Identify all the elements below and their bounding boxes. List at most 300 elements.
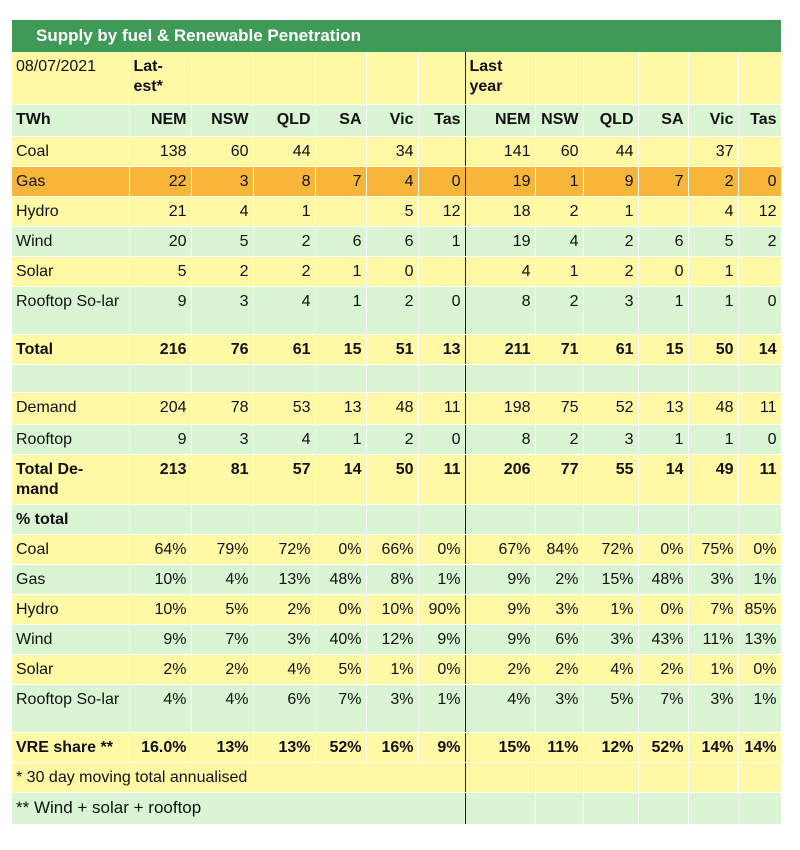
empty-cell (638, 792, 688, 824)
last-year-value: 3% (688, 684, 738, 732)
last-year-value: 9% (465, 594, 535, 624)
latest-value: 0% (315, 594, 366, 624)
empty-cell (535, 364, 583, 392)
last-year-label: Last year (465, 52, 535, 104)
last-year-value: 2 (738, 226, 781, 256)
empty-cell (535, 762, 583, 792)
last-year-value: 49 (688, 454, 738, 504)
latest-value: 72% (253, 534, 315, 564)
last-year-value: 0% (638, 534, 688, 564)
latest-value: 9% (129, 624, 191, 654)
row-label: Coal (12, 534, 129, 564)
empty-cell (315, 504, 366, 534)
latest-value: 16.0% (129, 732, 191, 762)
last-year-value: 2 (688, 166, 738, 196)
latest-value: 1 (315, 424, 366, 454)
row-label: Coal (12, 136, 129, 166)
latest-value: 7 (315, 166, 366, 196)
last-year-value: 50 (688, 334, 738, 364)
last-year-value: 48 (688, 392, 738, 424)
last-year-value: 75% (688, 534, 738, 564)
latest-value: 1 (253, 196, 315, 226)
last-year-value: 0% (738, 534, 781, 564)
row-label: Wind (12, 624, 129, 654)
latest-value: 216 (129, 334, 191, 364)
last-year-value (638, 136, 688, 166)
latest-value: 1 (315, 286, 366, 334)
latest-value: 4% (253, 654, 315, 684)
empty-cell (465, 762, 535, 792)
empty-cell (465, 792, 535, 824)
empty-cell (583, 792, 638, 824)
last-year-value: 18 (465, 196, 535, 226)
latest-value: 78 (191, 392, 253, 424)
empty-cell (465, 504, 535, 534)
empty-cell (738, 52, 781, 104)
latest-value: 90% (418, 594, 465, 624)
last-year-value: 7 (638, 166, 688, 196)
latest-value: 2 (253, 226, 315, 256)
last-year-value: 84% (535, 534, 583, 564)
latest-value: 3% (253, 624, 315, 654)
last-year-value: 12 (738, 196, 781, 226)
supply-table-container (12, 20, 781, 825)
latest-value: 51 (366, 334, 418, 364)
last-year-value: 13 (638, 392, 688, 424)
last-year-value: 12% (583, 732, 638, 762)
last-year-value: 2 (535, 196, 583, 226)
latest-value: 5 (129, 256, 191, 286)
supply-row (12, 226, 781, 256)
spacer-row (12, 364, 781, 392)
last-year-value: 1% (688, 654, 738, 684)
empty-cell (688, 504, 738, 534)
latest-value: 5 (191, 226, 253, 256)
last-year-value: 3% (535, 684, 583, 732)
last-year-value: 15% (465, 732, 535, 762)
empty-cell (638, 762, 688, 792)
pct-row (12, 624, 781, 654)
demand-row (12, 392, 781, 424)
total-row (12, 334, 781, 364)
column-header-row (12, 104, 781, 136)
last-year-value: 11 (738, 454, 781, 504)
last-year-value: 3% (583, 624, 638, 654)
empty-cell (688, 52, 738, 104)
latest-value: 1% (418, 684, 465, 732)
latest-value (315, 136, 366, 166)
latest-value: 12% (366, 624, 418, 654)
empty-cell (191, 504, 253, 534)
latest-value: 40% (315, 624, 366, 654)
last-year-value: 1 (688, 424, 738, 454)
row-label: Gas (12, 166, 129, 196)
last-year-value: 2% (465, 654, 535, 684)
last-year-value: 85% (738, 594, 781, 624)
column-header: Tas (418, 104, 465, 136)
last-year-value: 43% (638, 624, 688, 654)
empty-cell (638, 504, 688, 534)
last-year-value: 2 (583, 256, 638, 286)
latest-value: 48% (315, 564, 366, 594)
last-year-value: 75 (535, 392, 583, 424)
row-label: Total (12, 334, 129, 364)
vre-share-row (12, 732, 781, 762)
row-label: Hydro (12, 594, 129, 624)
latest-value: 3 (191, 286, 253, 334)
demand-row (12, 424, 781, 454)
latest-value (418, 256, 465, 286)
last-year-value: 3 (583, 286, 638, 334)
latest-value: 2% (191, 654, 253, 684)
empty-cell (583, 504, 638, 534)
last-year-value: 52 (583, 392, 638, 424)
last-year-value: 1% (738, 684, 781, 732)
empty-cell (366, 504, 418, 534)
empty-cell (12, 364, 129, 392)
latest-value: 1 (418, 226, 465, 256)
last-year-value: 14 (738, 334, 781, 364)
empty-cell (583, 364, 638, 392)
empty-cell (535, 504, 583, 534)
latest-value: 0% (418, 534, 465, 564)
column-header: SA (638, 104, 688, 136)
table-title: Supply by fuel & Renewable Penetration (12, 20, 781, 52)
latest-value: 12 (418, 196, 465, 226)
last-year-value: 3% (535, 594, 583, 624)
last-year-value: 77 (535, 454, 583, 504)
latest-value: 13% (253, 564, 315, 594)
latest-value: 4% (191, 684, 253, 732)
empty-cell (191, 52, 253, 104)
latest-value: 2% (129, 654, 191, 684)
latest-value: 3 (191, 424, 253, 454)
last-year-value: 1 (688, 256, 738, 286)
last-year-value: 2 (583, 226, 638, 256)
empty-cell (738, 792, 781, 824)
latest-value: 1% (418, 564, 465, 594)
column-header: NEM (465, 104, 535, 136)
row-label: Rooftop So-lar (12, 684, 129, 732)
empty-cell (738, 762, 781, 792)
latest-value: 10% (129, 594, 191, 624)
latest-value: 57 (253, 454, 315, 504)
latest-value: 9% (418, 624, 465, 654)
column-header: NSW (191, 104, 253, 136)
last-year-value: 198 (465, 392, 535, 424)
last-year-value: 9% (465, 564, 535, 594)
latest-value: 66% (366, 534, 418, 564)
latest-value: 13 (315, 392, 366, 424)
latest-value: 4% (129, 684, 191, 732)
row-label: Demand (12, 392, 129, 424)
latest-value: 10% (129, 564, 191, 594)
last-year-value: 4 (465, 256, 535, 286)
last-year-value: 60 (535, 136, 583, 166)
last-year-value: 44 (583, 136, 638, 166)
latest-value: 1% (366, 654, 418, 684)
last-year-value: 9 (583, 166, 638, 196)
last-year-value: 5% (583, 684, 638, 732)
latest-value: 8% (366, 564, 418, 594)
last-year-value: 55 (583, 454, 638, 504)
empty-cell (688, 762, 738, 792)
last-year-value: 2% (535, 654, 583, 684)
latest-value: 64% (129, 534, 191, 564)
last-year-value: 7% (688, 594, 738, 624)
last-year-value: 8 (465, 286, 535, 334)
supply-row (12, 166, 781, 196)
supply-row (12, 256, 781, 286)
latest-value: 61 (253, 334, 315, 364)
last-year-value: 15 (638, 334, 688, 364)
empty-cell (315, 52, 366, 104)
latest-value: 5% (191, 594, 253, 624)
latest-value: 20 (129, 226, 191, 256)
latest-value: 138 (129, 136, 191, 166)
latest-value: 48 (366, 392, 418, 424)
last-year-value: 19 (465, 226, 535, 256)
column-header: SA (315, 104, 366, 136)
last-year-value (638, 196, 688, 226)
last-year-value: 0% (738, 654, 781, 684)
latest-value: 44 (253, 136, 315, 166)
latest-value: 52% (315, 732, 366, 762)
last-year-value: 71 (535, 334, 583, 364)
footnote-row (12, 792, 781, 824)
latest-value: 2 (253, 256, 315, 286)
latest-value: 4 (253, 424, 315, 454)
latest-value: 0% (315, 534, 366, 564)
supply-row (12, 196, 781, 226)
empty-cell (129, 504, 191, 534)
latest-value: 4 (191, 196, 253, 226)
empty-cell (191, 364, 253, 392)
empty-cell (418, 364, 465, 392)
last-year-value: 19 (465, 166, 535, 196)
row-label: Hydro (12, 196, 129, 226)
last-year-value: 14 (638, 454, 688, 504)
row-label: Solar (12, 654, 129, 684)
latest-value: 3% (366, 684, 418, 732)
latest-value: 16% (366, 732, 418, 762)
last-year-value: 52% (638, 732, 688, 762)
last-year-value: 11% (688, 624, 738, 654)
row-label: Solar (12, 256, 129, 286)
pct-row (12, 684, 781, 732)
empty-cell (366, 364, 418, 392)
pct-row (12, 534, 781, 564)
last-year-value: 8 (465, 424, 535, 454)
column-header: QLD (583, 104, 638, 136)
latest-value: 7% (315, 684, 366, 732)
last-year-value: 11% (535, 732, 583, 762)
latest-value: 9 (129, 286, 191, 334)
latest-value: 0 (418, 286, 465, 334)
last-year-value: 9% (465, 624, 535, 654)
last-year-value: 13% (738, 624, 781, 654)
latest-value: 13% (253, 732, 315, 762)
last-year-value: 1 (535, 166, 583, 196)
footnote-row (12, 762, 781, 792)
latest-value: 22 (129, 166, 191, 196)
row-label: Total De-mand (12, 454, 129, 504)
last-year-value: 11 (738, 392, 781, 424)
latest-value: 3 (191, 166, 253, 196)
supply-table (12, 52, 782, 825)
latest-value (315, 196, 366, 226)
empty-cell (366, 52, 418, 104)
latest-value: 2 (366, 286, 418, 334)
last-year-value: 1% (738, 564, 781, 594)
last-year-value: 67% (465, 534, 535, 564)
latest-value: 2 (191, 256, 253, 286)
empty-cell (129, 364, 191, 392)
empty-cell (688, 364, 738, 392)
last-year-value: 4% (583, 654, 638, 684)
latest-value: 2% (253, 594, 315, 624)
latest-value: 0% (418, 654, 465, 684)
latest-value: 34 (366, 136, 418, 166)
column-header: Vic (366, 104, 418, 136)
empty-cell (638, 52, 688, 104)
footnote: ** Wind + solar + rooftop (12, 792, 465, 824)
date-label: 08/07/2021 (12, 52, 129, 104)
empty-cell (253, 504, 315, 534)
footnote: * 30 day moving total annualised (12, 762, 465, 792)
latest-value: 21 (129, 196, 191, 226)
latest-value: 5% (315, 654, 366, 684)
last-year-value: 1 (535, 256, 583, 286)
unit-label: TWh (12, 104, 129, 136)
total-demand-row (12, 454, 781, 504)
latest-value: 14 (315, 454, 366, 504)
latest-value: 0 (418, 166, 465, 196)
latest-value: 9% (418, 732, 465, 762)
column-header: NEM (129, 104, 191, 136)
last-year-value: 0 (738, 286, 781, 334)
last-year-value: 1% (583, 594, 638, 624)
latest-value: 11 (418, 454, 465, 504)
last-year-value: 72% (583, 534, 638, 564)
empty-cell (465, 364, 535, 392)
last-year-value: 2% (638, 654, 688, 684)
last-year-value: 15% (583, 564, 638, 594)
latest-value: 76 (191, 334, 253, 364)
latest-value: 204 (129, 392, 191, 424)
last-year-value: 141 (465, 136, 535, 166)
latest-value: 6 (366, 226, 418, 256)
last-year-value: 1 (638, 424, 688, 454)
last-year-value: 4% (465, 684, 535, 732)
empty-cell (638, 364, 688, 392)
last-year-value: 211 (465, 334, 535, 364)
row-label: Rooftop (12, 424, 129, 454)
latest-value: 9 (129, 424, 191, 454)
latest-value: 0 (366, 256, 418, 286)
pct-header-label: % total (12, 504, 129, 534)
latest-value: 13% (191, 732, 253, 762)
latest-value: 15 (315, 334, 366, 364)
empty-cell (535, 792, 583, 824)
last-year-value: 6% (535, 624, 583, 654)
last-year-value: 2% (535, 564, 583, 594)
latest-value: 5 (366, 196, 418, 226)
row-label: Gas (12, 564, 129, 594)
last-year-value: 3% (688, 564, 738, 594)
latest-label: Lat-est* (129, 52, 191, 104)
latest-value: 4 (253, 286, 315, 334)
row-label: VRE share ** (12, 732, 129, 762)
last-year-value: 48% (638, 564, 688, 594)
pct-row (12, 594, 781, 624)
latest-value: 10% (366, 594, 418, 624)
last-year-value: 61 (583, 334, 638, 364)
empty-cell (315, 364, 366, 392)
supply-row (12, 136, 781, 166)
column-header: NSW (535, 104, 583, 136)
latest-value: 81 (191, 454, 253, 504)
last-year-value (738, 256, 781, 286)
empty-cell (688, 792, 738, 824)
last-year-value: 0 (638, 256, 688, 286)
last-year-value: 7% (638, 684, 688, 732)
pct-header-row (12, 504, 781, 534)
last-year-value: 0 (738, 424, 781, 454)
latest-value: 60 (191, 136, 253, 166)
supply-row (12, 286, 781, 334)
pct-row (12, 654, 781, 684)
latest-value: 6 (315, 226, 366, 256)
latest-value: 11 (418, 392, 465, 424)
latest-value: 0 (418, 424, 465, 454)
last-year-value: 14% (688, 732, 738, 762)
empty-cell (583, 52, 638, 104)
last-year-value: 0 (738, 166, 781, 196)
empty-cell (738, 364, 781, 392)
latest-value: 4 (366, 166, 418, 196)
column-header: Vic (688, 104, 738, 136)
empty-cell (418, 504, 465, 534)
empty-cell (253, 364, 315, 392)
last-year-value: 206 (465, 454, 535, 504)
empty-cell (535, 52, 583, 104)
last-year-value: 14% (738, 732, 781, 762)
latest-value: 53 (253, 392, 315, 424)
last-year-value: 6 (638, 226, 688, 256)
latest-value: 50 (366, 454, 418, 504)
latest-value: 213 (129, 454, 191, 504)
latest-value: 1 (315, 256, 366, 286)
column-header: Tas (738, 104, 781, 136)
column-header: QLD (253, 104, 315, 136)
empty-cell (418, 52, 465, 104)
last-year-value: 4 (535, 226, 583, 256)
latest-value: 8 (253, 166, 315, 196)
last-year-value: 2 (535, 286, 583, 334)
latest-value: 2 (366, 424, 418, 454)
empty-cell (738, 504, 781, 534)
row-label: Wind (12, 226, 129, 256)
latest-value: 79% (191, 534, 253, 564)
latest-value: 13 (418, 334, 465, 364)
last-year-value: 3 (583, 424, 638, 454)
last-year-value: 1 (638, 286, 688, 334)
last-year-value: 0% (638, 594, 688, 624)
latest-value (418, 136, 465, 166)
last-year-value: 5 (688, 226, 738, 256)
latest-value: 6% (253, 684, 315, 732)
